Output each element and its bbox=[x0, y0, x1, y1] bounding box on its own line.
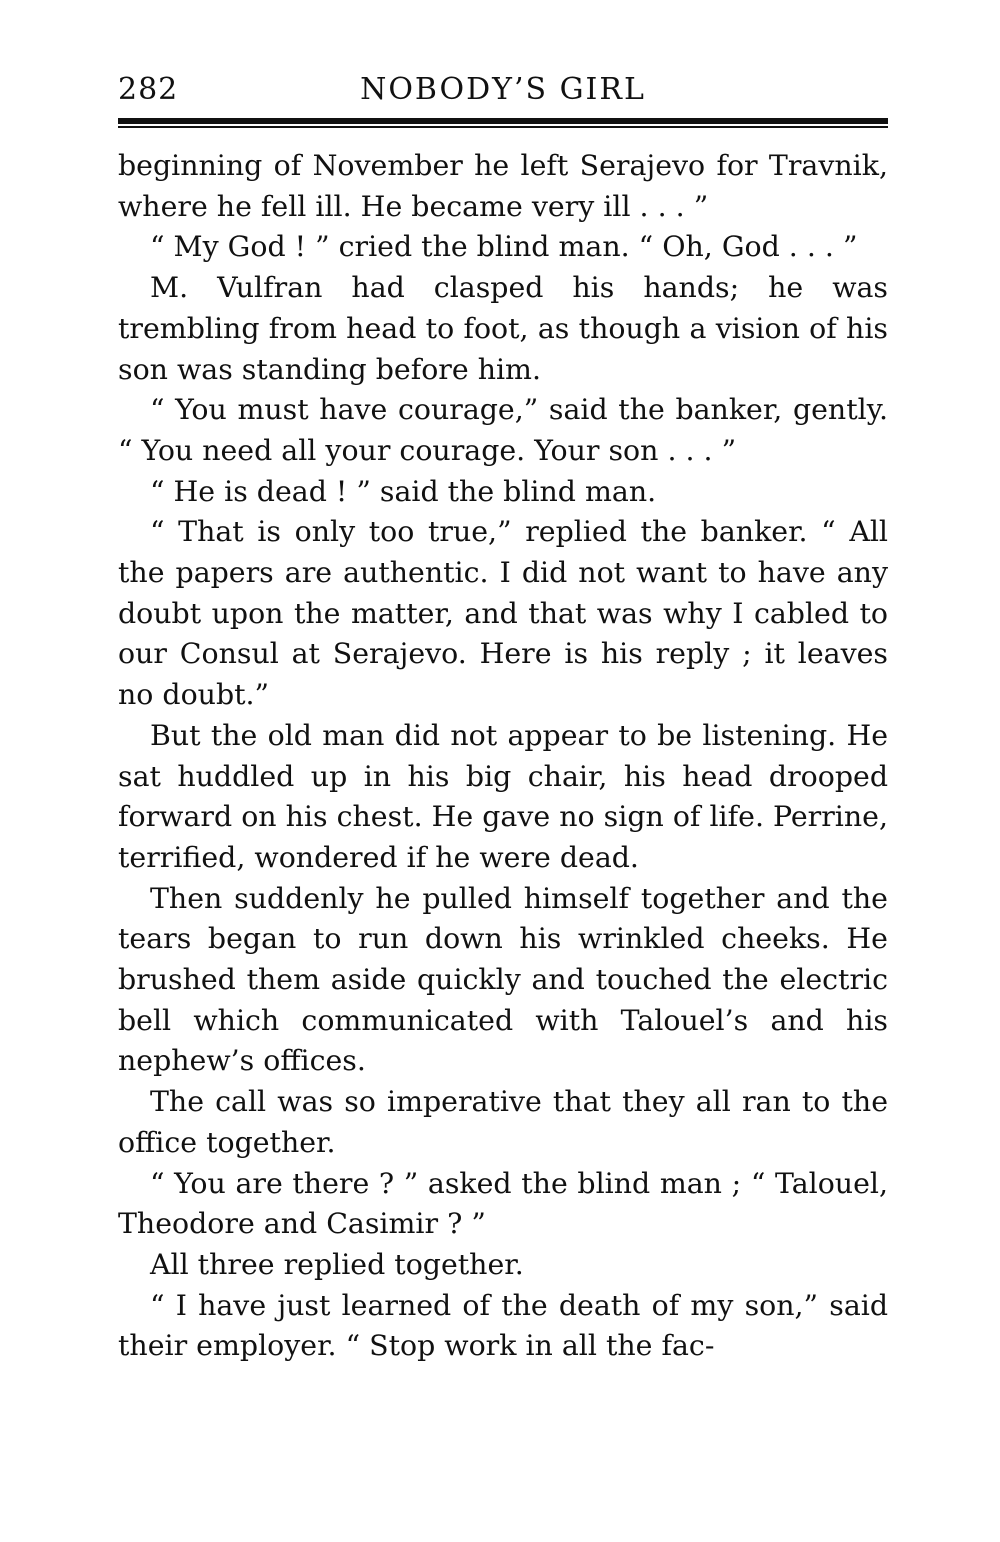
paragraph: “ He is dead ! ” said the blind man. bbox=[150, 474, 657, 508]
paragraph: Then suddenly he pulled himself together and the tears began to run down his wrinkled cheeks. He brushed them aside quickly and touched the electric bell which communicated with Talouel’s and his nephew’s offices. bbox=[118, 881, 888, 1078]
paragraph-continuation: beginning of November he left Serajevo for Travnik, where he fell ill. He became very ill . . . ” bbox=[118, 149, 888, 223]
paragraph: “ You are there ? ” asked the blind man ; “ Talouel, Theodore and Casimir ? ” bbox=[118, 1166, 888, 1241]
book-page bbox=[118, 64, 888, 1367]
paragraph: All three replied together. bbox=[150, 1247, 524, 1281]
paragraph: But the old man did not appear to be listening. He sat huddled up in his big chair, his head drooped forward on his chest. He gave no sign of life. Perrine, terrified, wondered if he were dead. bbox=[118, 718, 888, 874]
paragraph: “ I have just learned of the death of my son,” said their employer. “ Stop work in all the fac- bbox=[118, 1288, 888, 1363]
header-rule-thick bbox=[118, 118, 888, 124]
paragraph: “ My God ! ” cried the blind man. “ Oh, God . . . ” bbox=[150, 230, 858, 264]
paragraph: The call was so imperative that they all ran to the office together. bbox=[118, 1085, 888, 1159]
paragraph: “ That is only too true,” replied the banker. “ All the papers are authentic. I did not want to have any doubt upon the matter, and that was why I cabled to our Consul at Serajevo. Here is his reply ; it leaves no doubt.” bbox=[118, 515, 888, 712]
book-title: NOBODY’S GIRL bbox=[360, 72, 646, 107]
paragraph: M. Vulfran had clasped his hands; he was trembling from head to foot, as though a vision of his son was standing before him. bbox=[118, 271, 888, 386]
page-number: 282 bbox=[118, 72, 179, 107]
paragraph: “ You must have courage,” said the banker, gently. “ You need all your courage. Your son . . . ” bbox=[118, 393, 888, 467]
running-head bbox=[118, 64, 888, 116]
header-rule-thin bbox=[118, 126, 888, 128]
body-text bbox=[118, 146, 888, 1367]
